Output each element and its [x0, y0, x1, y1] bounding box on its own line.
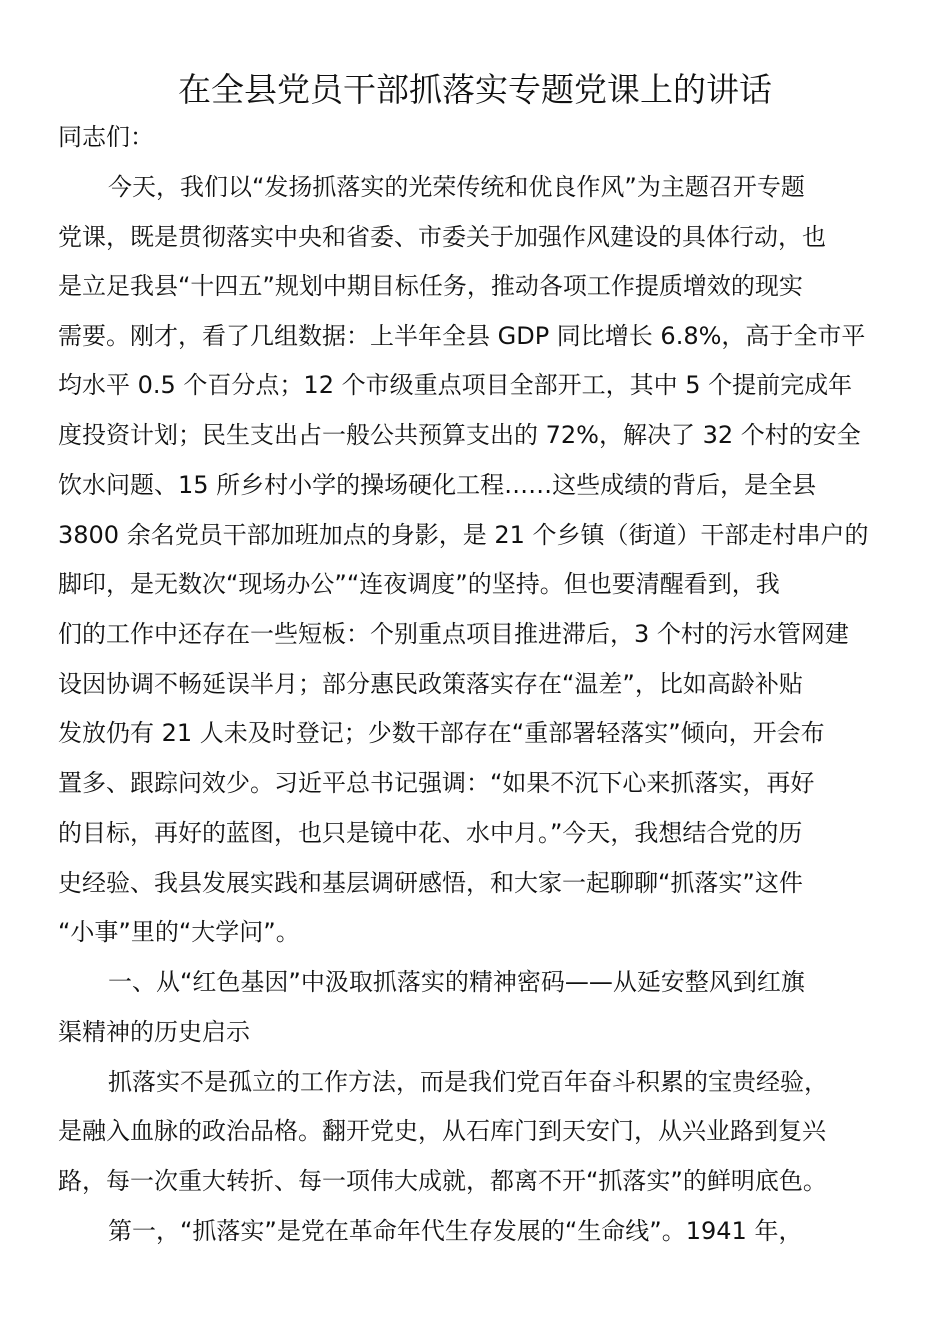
- paragraph-line: 需要。刚才，看了几组数据：上半年全县 GDP 同比增长 6.8%，高于全市平: [58, 322, 866, 350]
- paragraph-line: 今天，我们以“发扬抓落实的光荣传统和优良作风”为主题召开专题: [108, 173, 805, 201]
- paragraph-line: 们的工作中还存在一些短板：个别重点项目推进滞后，3 个村的污水管网建: [58, 620, 849, 648]
- paragraph-line: 是融入血脉的政治品格。翻开党史，从石库门到天安门，从兴业路到复兴: [58, 1117, 826, 1145]
- paragraph-line: 设因协调不畅延误半月；部分惠民政策落实存在“温差”，比如高龄补贴: [58, 670, 803, 698]
- paragraph-line: 党课，既是贯彻落实中央和省委、市委关于加强作风建设的具体行动，也: [58, 223, 826, 251]
- paragraph-line: 的目标，再好的蓝图，也只是镜中花、水中月。”今天，我想结合党的历: [58, 819, 803, 847]
- paragraph-line: 饮水问题、15 所乡村小学的操场硬化工程……这些成绩的背后，是全县: [58, 471, 817, 499]
- paragraph-line: 第一，“抓落实”是党在革命年代生存发展的“生命线”。1941 年，: [108, 1217, 803, 1245]
- paragraph-line: 置多、跟踪问效少。习近平总书记强调：“如果不沉下心来抓落实，再好: [58, 769, 815, 797]
- salutation: 同志们：: [58, 123, 154, 151]
- paragraph-line: 均水平 0.5 个百分点；12 个市级重点项目全部开工，其中 5 个提前完成年: [58, 371, 853, 399]
- paragraph-line: 3800 余名党员干部加班加点的身影，是 21 个乡镇（街道）干部走村串户的: [58, 521, 869, 549]
- section-heading-line: 渠精神的历史启示: [58, 1018, 250, 1046]
- paragraph-line: 脚印，是无数次“现场办公”“连夜调度”的坚持。但也要清醒看到，我: [58, 570, 780, 598]
- paragraph-line: 度投资计划；民生支出占一般公共预算支出的 72%，解决了 32 个村的安全: [58, 421, 861, 449]
- paragraph-line: 史经验、我县发展实践和基层调研感悟，和大家一起聊聊“抓落实”这件: [58, 869, 803, 897]
- paragraph-line: 路，每一次重大转折、每一项伟大成就，都离不开“抓落实”的鲜明底色。: [58, 1167, 827, 1195]
- paragraph-line: 抓落实不是孤立的工作方法，而是我们党百年奋斗积累的宝贵经验，: [108, 1068, 828, 1096]
- document-title: 在全县党员干部抓落实专题党课上的讲话: [178, 70, 772, 109]
- paragraph-line: 是立足我县“十四五”规划中期目标任务，推动各项工作提质增效的现实: [58, 272, 803, 300]
- paragraph-line: 发放仍有 21 人未及时登记；少数干部存在“重部署轻落实”倾向，开会布: [58, 719, 825, 747]
- paragraph-line: “小事”里的“大学问”。: [58, 918, 300, 946]
- section-heading-line: 一、从“红色基因”中汲取抓落实的精神密码——从延安整风到红旗: [108, 968, 805, 996]
